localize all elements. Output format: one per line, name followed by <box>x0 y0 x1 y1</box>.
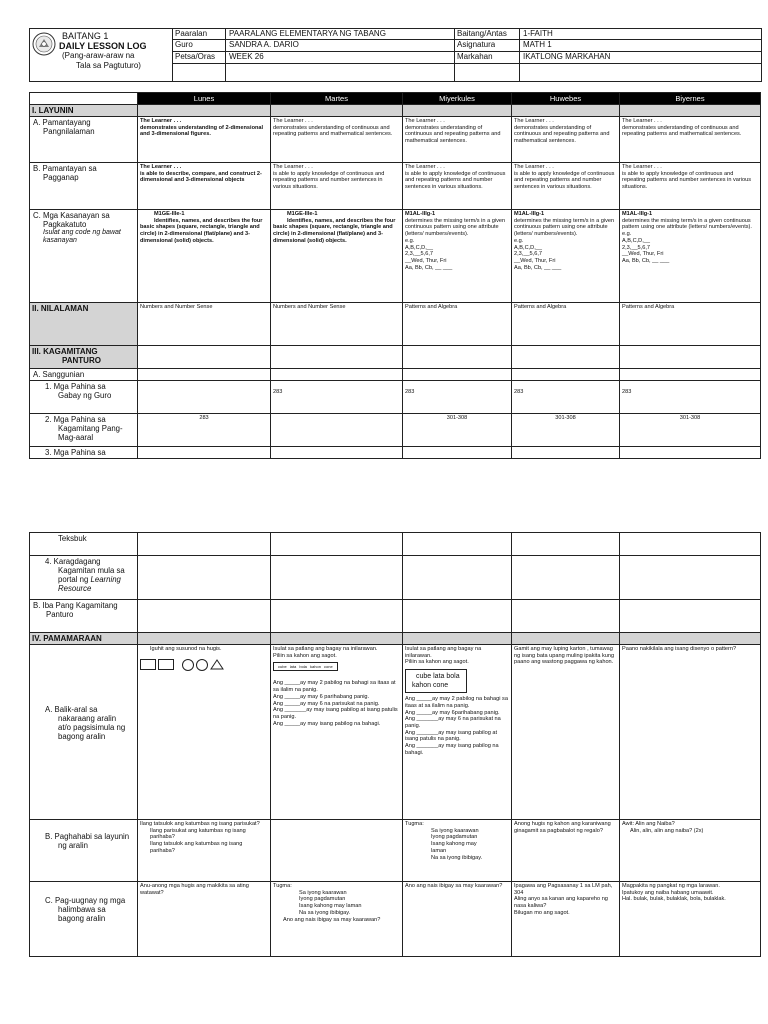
label-paaralan: Paaralan <box>175 29 208 38</box>
iba-pang-row <box>30 600 761 633</box>
kagamitan-row <box>30 346 761 369</box>
kagamitang-pang-cell <box>271 414 403 447</box>
teksbuk-label-part2: Teksbuk <box>30 533 138 556</box>
kagamitang-pang-row <box>30 414 761 447</box>
kagamitang-pang-cell: 283 <box>138 414 271 447</box>
label-petsa: Petsa/Oras <box>175 52 216 61</box>
kasanayan-label: C. Mga Kasanayan sa Pagkakatuto Isulat ang code ng bawat kasanayan <box>30 210 138 303</box>
section-layunin-row <box>30 105 761 117</box>
section-nilalaman: II. NILALAMAN <box>30 303 138 346</box>
document-subtitle-2: Tala sa Pagtuturo) <box>76 61 141 70</box>
balik-aral-cell-huwebes: Gamit ang may luping karton , tumawag ng isang bata upang muling ipakita kung paano ang wastong paggawa ng kahon. <box>512 645 620 820</box>
circle-shape-icon <box>182 659 194 671</box>
day-biyernes: Biyernes <box>620 93 761 105</box>
value-asignatura: MATH 1 <box>523 40 552 49</box>
balik-aral-cell-lunes: Iguhit ang susunod na hugis. <box>138 645 271 820</box>
square-shape-icon <box>158 659 174 670</box>
deped-seal-icon <box>32 32 56 56</box>
kagamitang-pang-cell: 301-308 <box>403 414 512 447</box>
pagganap-row <box>30 163 761 210</box>
value-markahan: IKATLONG MARKAHAN <box>523 52 611 61</box>
kasanayan-cell: M1AL-IIIg-1 determines the missing term/s in a given continuous pattern using one attribute (letters/ numbers/events). e.g. A,B,C,D,__ 2,3,__5,6,7 __Wed, Thur, Fri Aa, Bb, Cb, __ ___ <box>403 210 512 303</box>
value-guro: SANDRA A. DARIO <box>229 40 299 49</box>
sanggunian-label: A. Sanggunian <box>30 369 138 381</box>
paghahabi-cell-huwebes: Anong hugis ng kahon ang karaniwang ginagamit sa pagbabalot ng regalo? <box>512 820 620 882</box>
pamantayang-cell: The Learner . . . demonstrates understanding of continuous and repeating patterns and mathematical sentences. <box>403 117 512 163</box>
kasanayan-cell: M1AL-IIIg-1 determines the missing term/s in a given continuous pattern using one attribute (letters/ numbers/events). e.g. A,B,C,D,__ 2,3,__5,6,7 __Wed, Thur, Fri Aa, Bb, Cb, __ ___ <box>620 210 761 303</box>
lesson-log-table-2 <box>29 532 761 957</box>
document-subtitle-1: (Pang-araw-araw na <box>62 51 135 60</box>
paguugnay-cell-huwebes: Ipagawa ang Pagsasanay 1 sa LM pah, 304 Aling anyo sa kanan ang kapareho ng nasa kaliwa? Bilugan mo ang sagot. <box>512 882 620 957</box>
kagamitang-pang-cell: 301-308 <box>512 414 620 447</box>
paguugnay-cell-lunes: Anu-anong mga hugis ang makikita sa ating watawat? <box>138 882 271 957</box>
label-baitang: Baitang/Antas <box>457 29 507 38</box>
word-choice-box: cube lata bola kahon cone <box>273 662 338 671</box>
kasanayan-row <box>30 210 761 303</box>
balik-aral-row <box>30 645 761 820</box>
day-lunes: Lunes <box>138 93 271 105</box>
teksbuk-label-part1: 3. Mga Pahina sa <box>30 447 138 459</box>
pamantayang-label: A. Pamantayang Pangnilalaman <box>30 117 138 163</box>
pamantayang-cell: The Learner . . . demonstrates understanding of 2-dimensional and 3-dimensional figures. <box>138 117 271 163</box>
nilalaman-cell: Numbers and Number Sense <box>271 303 403 346</box>
gabay-cell: 283 <box>271 381 403 414</box>
section-pamamaraan: IV. PAMAMARAAN <box>30 633 138 645</box>
paghahabi-cell-miyerkules: Tugma: Sa iyong kaarawan Iyong pagdamutan Isang kahong may laman Na sa iyong ibibigay. <box>403 820 512 882</box>
balik-aral-label: A. Balik-aral sa nakaraang aralin at/o pagsisimula ng bagong aralin <box>30 645 138 820</box>
day-miyerkules: Miyerkules <box>403 93 512 105</box>
kasanayan-cell: M1GE-IIIe-1 Identifies, names, and describes the four basic shapes (square, rectangle, triangle and circle) in 2-dimensional (flat/plane) and 3-dimensional (solid) objects. <box>138 210 271 303</box>
paguugnay-cell-biyernes: Magpakita ng pangkat ng mga larawan. Ipatukoy ang naiba habang umaawit. Hal. bulak, bulak, bulaklak, bola, bulaklak. <box>620 882 761 957</box>
iba-pang-label: B. Iba Pang Kagamitang Panturo <box>30 600 138 633</box>
document-title: DAILY LESSON LOG <box>59 41 147 51</box>
label-markahan: Markahan <box>457 52 493 61</box>
paguugnay-label: C. Pag-uugnay ng mga halimbawa sa bagong aralin <box>30 882 138 957</box>
nilalaman-cell: Patterns and Algebra <box>512 303 620 346</box>
nilalaman-cell: Patterns and Algebra <box>403 303 512 346</box>
header-block <box>29 28 762 82</box>
gabay-cell: 283 <box>512 381 620 414</box>
nilalaman-cell: Patterns and Algebra <box>620 303 761 346</box>
pamantayang-cell: The Learner . . . demonstrates understanding of continuous and repeating patterns and mathematical sentences. <box>620 117 761 163</box>
pagganap-cell: The Learner . . . is able to apply knowledge of continuous and repeating patterns and number sentences in various situations. <box>271 163 403 210</box>
word-choice-box: cube lata bola kahon cone <box>405 669 467 693</box>
grade-level: BAITANG 1 <box>62 31 109 41</box>
pagganap-cell: The Learner . . . is able to apply knowledge of continuous and repeating patterns and number sentences in various situations. <box>403 163 512 210</box>
section-kagamitan: III. KAGAMITANG PANTURO <box>30 346 138 369</box>
paghahabi-cell-lunes: Ilang tatsulok ang katumbas ng isang parisukat? Ilang parisukat ang katumbas ng isang parihaba? Ilang tatsulok ang katumbas ng isang parihaba? <box>138 820 271 882</box>
shapes-pattern <box>140 659 268 671</box>
lesson-log-table-1 <box>29 92 761 459</box>
value-paaralan: PAARALANG ELEMENTARYA NG TABANG <box>229 29 386 38</box>
value-petsa: WEEK 26 <box>229 52 264 61</box>
gabay-cell: 283 <box>403 381 512 414</box>
paghahabi-row <box>30 820 761 882</box>
sanggunian-row <box>30 369 761 381</box>
teksbuk-row-part2 <box>30 533 761 556</box>
section-pamamaraan-row <box>30 633 761 645</box>
balik-aral-cell-martes: Isulat sa patlang ang bagay na inilarawan. Piliin sa kahon ang sagot. cube lata bola kahon cone Ang _____ay may 2 pabilog na bahagi sa itaas at sa ilalim na panig. Ang _____ay may 6 parihabang panig. Ang _____ay may 6 na parisukat na panig. Ang _______ay may isang pabilog at isang patulis na panig. Ang _____ay may isang pabilog na bahagi. <box>271 645 403 820</box>
days-header-row <box>30 93 761 105</box>
gabay-cell: 283 <box>620 381 761 414</box>
paguugnay-row <box>30 882 761 957</box>
paghahabi-cell-biyernes: Awit: Alin ang Naiba? Alin, alin, alin ang naiba? (2x) <box>620 820 761 882</box>
square-shape-icon <box>140 659 156 670</box>
karagdagang-row <box>30 556 761 600</box>
paguugnay-cell-martes: Tugma: Sa iyong kaarawan Iyong pagdamutan Isang kahong may laman Na sa iyong ibibigay. Ano ang nais ibigay sa may kaarawan? <box>271 882 403 957</box>
paghahabi-cell-martes <box>271 820 403 882</box>
pamantayang-cell: The Learner . . . demonstrates understanding of continuous and repeating patterns and mathematical sentences. <box>512 117 620 163</box>
teksbuk-row-part1 <box>30 447 761 459</box>
kasanayan-note: Isulat ang code ng bawat kasanayan <box>43 229 121 244</box>
gabay-row <box>30 381 761 414</box>
paguugnay-cell-miyerkules: Ano ang nais ibigay sa may kaarawan? <box>403 882 512 957</box>
pagganap-label: B. Pamantayan sa Pagganap <box>30 163 138 210</box>
gabay-label: 1. Mga Pahina sa Gabay ng Guro <box>30 381 138 414</box>
balik-aral-cell-miyerkules: Isulat sa patlang ang bagay na inilarawan. Piliin sa kahon ang sagot. cube lata bola kahon cone Ang _____ay may 2 pabilog na bahagi sa itaas at sa ilalim na panig. Ang _____ay may 6parihabang panig. Ang _______ay may 6 na parisukat na panig. Ang _______ay may isang pabilog at isang patulis na panig. Ang _______ay may isang pabilog na bahagi. <box>403 645 512 820</box>
triangle-shape-icon <box>210 659 224 670</box>
pagganap-cell: The Learner . . . is able to apply knowledge of continuous and repeating patterns and number sentences in various situations. <box>620 163 761 210</box>
kasanayan-cell: M1GE-IIIe-1 Identifies, names, and describes the four basic shapes (square, rectangle, triangle and circle) in 2-dimensional (flat/plane) and 3-dimensional (solid) objects. <box>271 210 403 303</box>
day-huwebes: Huwebes <box>512 93 620 105</box>
pagganap-cell: The Learner . . . is able to apply knowledge of continuous and repeating patterns and number sentences in various situations. <box>512 163 620 210</box>
pagganap-cell: The Learner . . . is able to describe, compare, and construct 2-dimensional and 3-dimensional objects <box>138 163 271 210</box>
kagamitang-pang-cell: 301-308 <box>620 414 761 447</box>
pamantayang-cell: The Learner . . . demonstrates understanding of continuous and repeating patterns and mathematical sentences. <box>271 117 403 163</box>
paghahabi-label: B. Paghahabi sa layunin ng aralin <box>30 820 138 882</box>
label-asignatura: Asignatura <box>457 40 496 49</box>
balik-aral-cell-biyernes: Paano nakikilala ang isang disenyo o pattern? <box>620 645 761 820</box>
kagamitang-pang-label: 2. Mga Pahina sa Kagamitang Pang- Mag-aaral <box>30 414 138 447</box>
day-martes: Martes <box>271 93 403 105</box>
section-layunin: I. LAYUNIN <box>30 105 138 117</box>
nilalaman-row <box>30 303 761 346</box>
value-baitang: 1-FAITH <box>523 29 553 38</box>
circle-shape-icon <box>196 659 208 671</box>
nilalaman-cell: Numbers and Number Sense <box>138 303 271 346</box>
karagdagang-label: 4. Karagdagang Kagamitan mula sa portal ng Learning Resource <box>30 556 138 600</box>
label-guro: Guro <box>175 40 193 49</box>
kasanayan-cell: M1AL-IIIg-1 determines the missing term/s in a given continuous pattern using one attribute (letters/ numbers/events). e.g. A,B,C,D,__ 2,3,__5,6,7 __Wed, Thur, Fri Aa, Bb, Cb, __ ___ <box>512 210 620 303</box>
gabay-cell <box>138 381 271 414</box>
pamantayang-row <box>30 117 761 163</box>
